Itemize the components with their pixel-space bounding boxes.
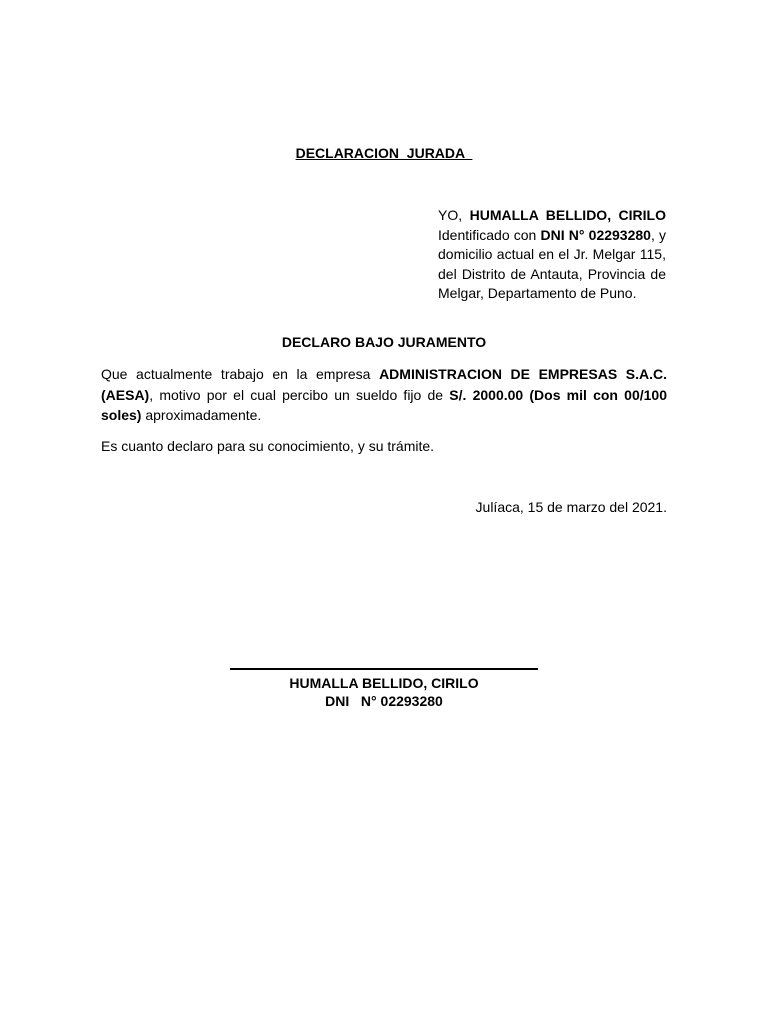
closing-paragraph: Es cuanto declaro para su conocimiento, y su trámite. [101,438,435,454]
employment-paragraph [101,364,667,426]
document-title: DECLARACION JURADA [295,145,473,161]
body-text-1: Que actualmente trabajo en la empresa [101,366,380,382]
declarant-name: HUMALLA BELLIDO, CIRILO [469,207,666,223]
body-text-2: , motivo por el cual percibo un sueldo fijo de [149,386,450,403]
body-text-3: aproximadamente. [141,407,262,423]
intro-text-3: , y domicilio actual en el Jr. Melgar 115, del Distrito de Antauta, Provincia de Melgar, Departamento de Puno. [438,226,667,301]
declaration-heading: DECLARO BAJO JURAMENTO [281,334,487,350]
place-date-line: Julíaca, 15 de marzo del 2021. [475,499,667,515]
signature-line [230,668,538,670]
intro-text-1: YO, [438,207,470,223]
declarant-dni: DNI N° 02293280 [540,226,651,243]
declarant-intro [438,206,666,304]
company-name: ADMINISTRACION DE EMPRESAS S.A.C. (AESA) [101,366,667,403]
salary-amount: S/. 2000.00 (Dos mil con 00/100 soles) [101,386,667,423]
intro-text-2: Identificado con [438,226,541,243]
signature-name: HUMALLA BELLIDO, CIRILO [289,675,479,691]
signature-dni: DNI N° 02293280 [325,693,443,709]
